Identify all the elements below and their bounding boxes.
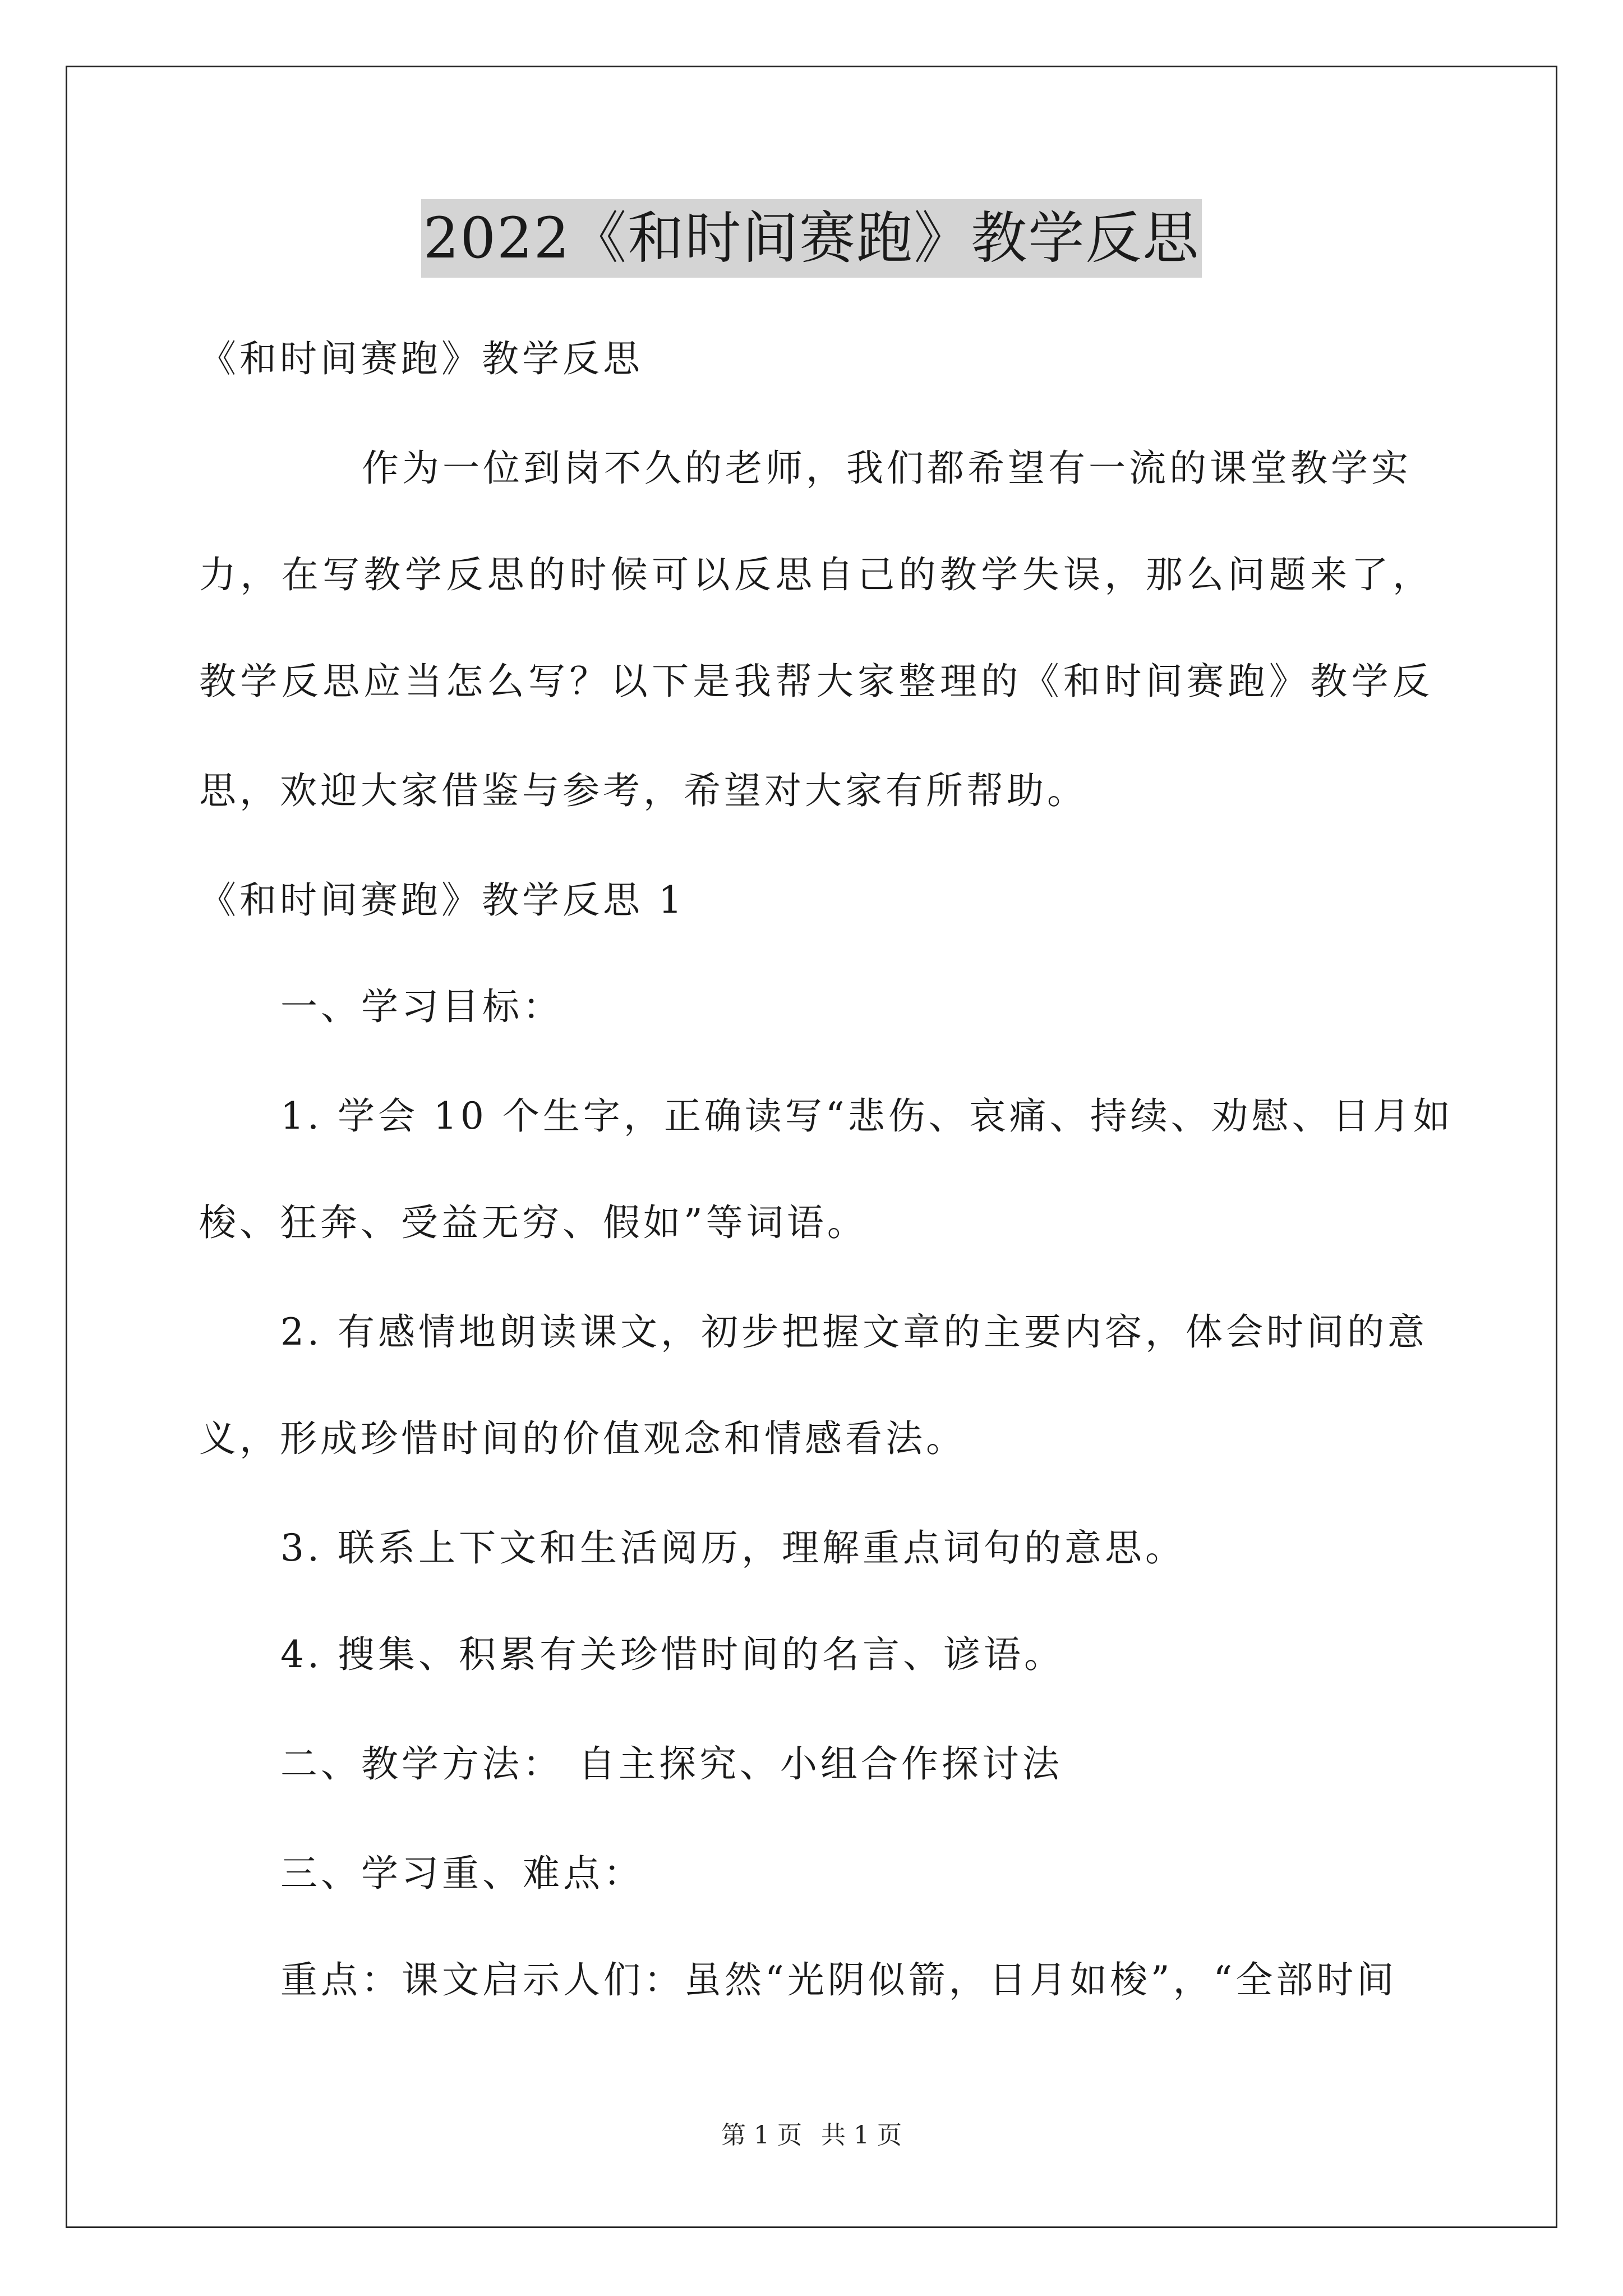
list-item: 1. 学会 10 个生字，正确读写“悲伤、哀痛、持续、劝慰、日月如 xyxy=(280,1094,1454,1138)
list-item-continuation: 义，形成珍惜时间的价值观念和情感看法。 xyxy=(199,1417,966,1460)
paragraph-line: 作为一位到岗不久的老师，我们都希望有一流的课堂教学实 xyxy=(362,447,1412,490)
list-item: 2. 有感情地朗读课文，初步把握文章的主要内容，体会时间的意 xyxy=(280,1310,1428,1354)
list-heading: 一、学习目标： xyxy=(280,985,563,1028)
list-item: 3. 联系上下文和生活阅历，理解重点词句的意思。 xyxy=(280,1526,1186,1570)
list-heading: 三、学习重、难点： xyxy=(280,1852,644,1895)
paragraph-line: 思，欢迎大家借鉴与参考，希望对大家有所帮助。 xyxy=(199,769,1087,812)
page-border xyxy=(66,66,1557,2228)
section-heading: 《和时间赛跑》教学反思 1 xyxy=(199,878,685,922)
page-footer xyxy=(0,2115,1623,2151)
list-heading: 二、教学方法： 自主探究、小组合作探讨法 xyxy=(280,1742,1063,1786)
title-container xyxy=(0,199,1623,278)
paragraph-line: 教学反思应当怎么写？以下是我帮大家整理的《和时间赛跑》教学反 xyxy=(199,660,1433,703)
paragraph-line: 力，在写教学反思的时候可以反思自己的教学失误，那么问题来了， xyxy=(199,553,1433,596)
page-total: 共 1 页 xyxy=(821,2121,902,2150)
subtitle-line: 《和时间赛跑》教学反思 xyxy=(199,337,643,380)
paragraph-line: 重点：课文启示人们：虽然“光阴似箭，日月如梭”，“全部时间 xyxy=(280,1958,1398,2001)
page-number: 第 1 页 xyxy=(721,2121,802,2150)
list-item-continuation: 梭、狂奔、受益无穷、假如”等词语。 xyxy=(199,1201,868,1244)
document-title: 2022《和时间赛跑》教学反思 xyxy=(421,199,1202,278)
list-item: 4. 搜集、积累有关珍惜时间的名言、谚语。 xyxy=(280,1633,1064,1676)
